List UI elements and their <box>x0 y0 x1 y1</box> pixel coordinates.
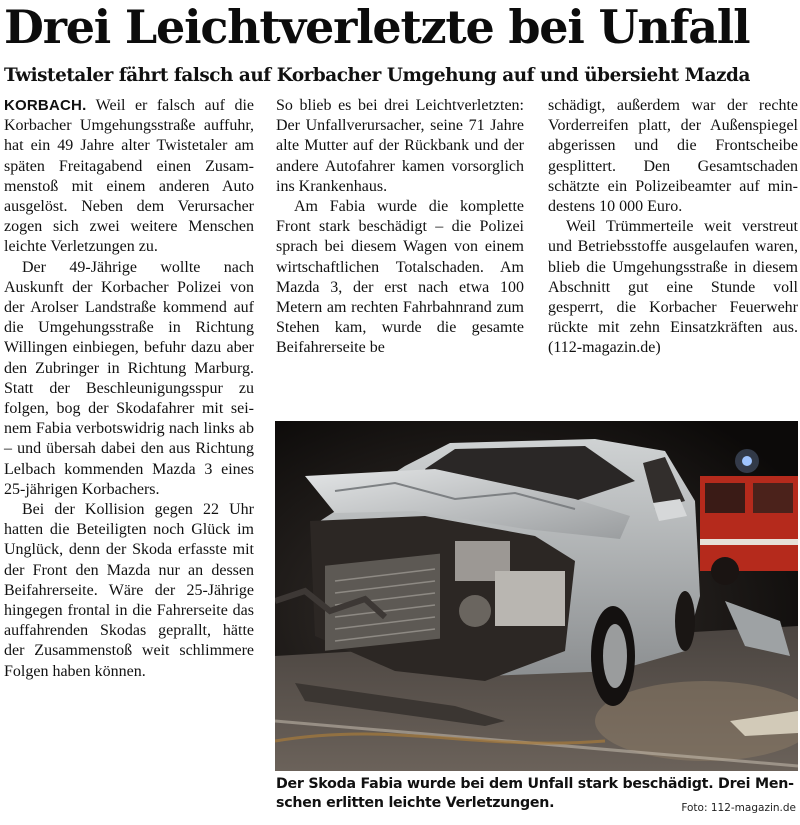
crashed-car-image <box>275 421 798 771</box>
text-column-2 <box>276 96 524 406</box>
lead-text: Weil er falsch auf die Korbacher Umgehungsstraße auffuhr, hat ein 49 Jahre alter Twistetaler am späten Freitagabend einen Zusammenstoß mit einem anderen Auto ausgelöst. Neben dem Verursacher zogen sich zwei weitere Menschen leichte Verletzungen zu. <box>4 97 254 256</box>
text-column-1 <box>4 96 254 821</box>
subheadline: Twistetaler fährt falsch auf Korbacher Umgehung auf und übersieht Mazda <box>4 65 750 86</box>
paragraph-5: Am Fabia wurde die komplette Front stark beschädigt – die Polizei sprach bei diesem Wagen von einem wirtschaftlichen Totalschaden. Am Mazda 3, der erst nach etwa 100 Metern am rechten Fahrbahnrand zum Stehen kam, wurde die gesamte Beifahrerseite be <box>276 198 524 357</box>
photo-caption: Der Skoda Fabia wurde bei dem Unfall stark beschädigt. Drei Menschen erlitten leichte Verletzungen. <box>276 776 794 811</box>
photo-credit: Foto: 112-magazin.de <box>681 802 796 814</box>
lead-paragraph <box>4 96 254 258</box>
paragraph-2: Der 49-Jährige wollte nach Auskunft der Korbacher Polizei von der Arolser Landstraße kommend auf die Umgehungsstraße in Richtung Willingen einbiegen, befuhr dazu aber den Zubringer in Richtung Marburg. Statt der Beschleunigungsspur zu folgen, bog der Skodafahrer mit seinem Fabia verbotswidrig nach links ab – und übersah dabei den aus Richtung Lelbach kommenden Mazda 3 eines 25-jährigen Korbachers. <box>4 258 254 498</box>
text-column-3 <box>548 96 798 406</box>
headline: Drei Leichtverletzte bei Unfall <box>4 0 750 54</box>
paragraph-5-continued: schädigt, außerdem war der rechte Vorderreifen platt, der Außenspiegel abgerissen und die Frontscheibe gesplittert. Den Gesamtschaden schätzte ein Polizeibeamter auf mindestens 10 000 Euro. <box>548 97 798 216</box>
dateline: KORBACH. <box>4 97 87 114</box>
paragraph-6: Weil Trümmerteile weit verstreut und Betriebsstoffe ausgelaufen waren, blieb die Umgehungsstraße in diesem Abschnitt gut eine Stunde voll gesperrt, die Korbacher Feuerwehr rückte mit zehn Einsatzkräften aus. (112-magazin.de) <box>548 218 798 357</box>
accident-photo <box>275 421 798 771</box>
paragraph-3: Bei der Kollision gegen 22 Uhr hatten die Beteiligten noch Glück im Unglück, denn der Skoda erfasste mit der Front den Mazda nur an dessen Beifahrerseite. Wäre der 25-Jährige hingegen frontal in die Fahrerseite das auffahrenden Skodas geprallt, hätte der Zusammenstoß weit schlimmere Folgen haben können. <box>4 501 254 680</box>
paragraph-4: So blieb es bei drei Leichtverletzten: Der Unfallverursacher, seine 71 Jahre alte Mutter auf der Rückbank und der andere Autofahrer kamen vorsorglich ins Krankenhaus. <box>276 97 524 195</box>
